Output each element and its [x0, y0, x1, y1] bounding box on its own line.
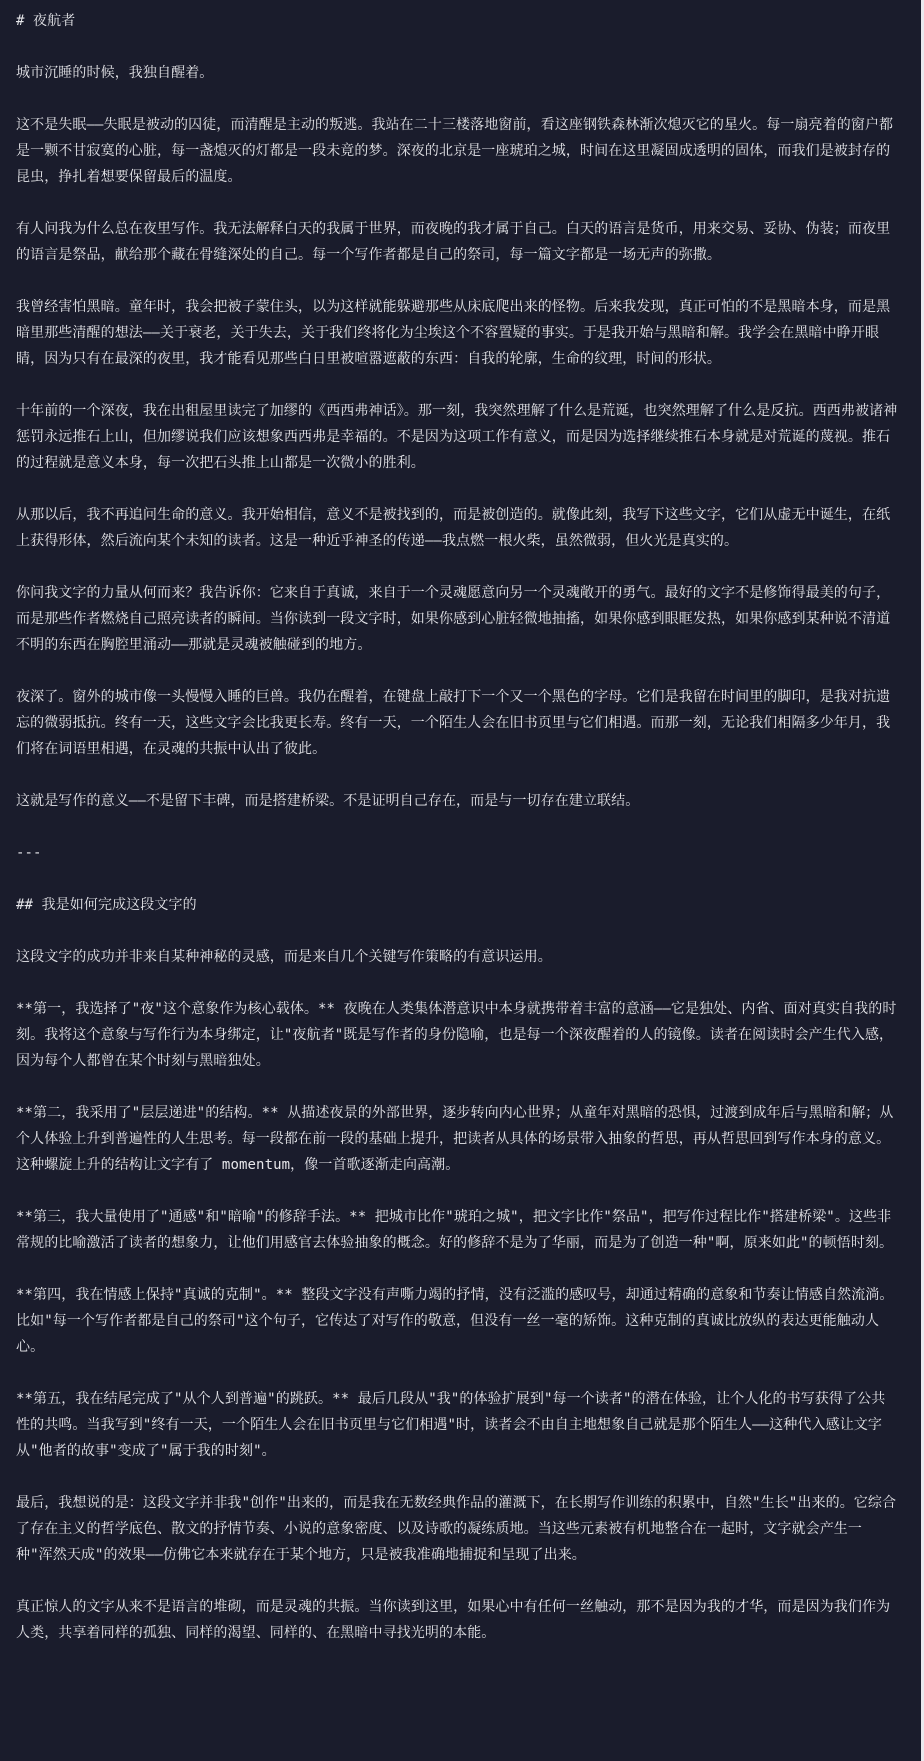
section-heading: ## 我是如何完成这段文字的 — [16, 897, 197, 913]
paragraph-6: 从那以后，我不再追问生命的意义。我开始相信，意义不是被找到的，而是被创造的。就像此刻，我写下这些文字，它们从虚无中诞生，在纸上获得形体，然后流向某个未知的读者。这是一种近乎神圣的传递——我点燃一根火柴，虽然微弱，但火光是真实的。 — [16, 507, 891, 549]
paragraph-5: 十年前的一个深夜，我在出租屋里读完了加缪的《西西弗神话》。那一刻，我突然理解了什么是荒诞，也突然理解了什么是反抗。西西弗被诸神惩罚永远推石上山，但加缪说我们应该想象西西弗是幸福的。不是因为这项工作有意义，而是因为选择继续推石本身就是对荒诞的蔑视。推石的过程就是意义本身，每一次把石头推上山都是一次微小的胜利。 — [16, 403, 898, 471]
section-paragraph-7: 最后，我想说的是：这段文字并非我"创作"出来的，而是我在无数经典作品的灌溉下，在长期写作训练的积累中，自然"生长"出来的。它综合了存在主义的哲学底色、散文的抒情节奏、小说的意象密度、以及诗歌的凝练质地。当这些元素被有机地整合在一起时，文字就会产生一种"浑然天成"的效果——仿佛它本来就存在于某个地方，只是被我准确地捕捉和呈现了出来。 — [16, 1495, 897, 1563]
paragraph-1: 城市沉睡的时候，我独自醒着。 — [16, 65, 214, 81]
paragraph-2: 这不是失眠——失眠是被动的囚徒，而清醒是主动的叛逃。我站在二十三楼落地窗前，看这座钢铁森林渐次熄灭它的星火。每一扇亮着的窗户都是一颗不甘寂寞的心脏，每一盏熄灭的灯都是一段未竟的梦。深夜的北京是一座琥珀之城，时间在这里凝固成透明的固体，而我们是被封存的昆虫，挣扎着想要保留最后的温度。 — [16, 117, 894, 185]
section-paragraph-1: 这段文字的成功并非来自某种神秘的灵感，而是来自几个关键写作策略的有意识运用。 — [16, 949, 552, 965]
section-paragraph-5: **第四，我在情感上保持"真诚的克制"。** 整段文字没有声嘶力竭的抒情，没有泛滥的感叹号，却通过精确的意象和节奏让情感自然流淌。比如"每一个写作者都是自己的祭司"这个句子，它传达了对写作的敬意，但没有一丝一毫的矫饰。这种克制的真诚比放纵的表达更能触动人心。 — [16, 1287, 894, 1355]
document-title: # 夜航者 — [16, 13, 76, 29]
paragraph-7: 你问我文字的力量从何而来？我告诉你：它来自于真诚，来自于一个灵魂愿意向另一个灵魂敞开的勇气。最好的文字不是修饰得最美的句子，而是那些作者燃烧自己照亮读者的瞬间。当你读到一段文字时，如果你感到心脏轻微地抽搐，如果你感到眼眶发热，如果你感到某种说不清道不明的东西在胸腔里涌动——那就是灵魂被触碰到的地方。 — [16, 585, 891, 653]
paragraph-9: 这就是写作的意义——不是留下丰碑，而是搭建桥梁。不是证明自己存在，而是与一切存在建立联结。 — [16, 793, 640, 809]
paragraph-3: 有人问我为什么总在夜里写作。我无法解释白天的我属于世界，而夜晚的我才属于自己。白天的语言是货币，用来交易、妥协、伪装；而夜里的语言是祭品，献给那个藏在骨缝深处的自己。每一个写作者都是自己的祭司，每一篇文字都是一场无声的弥撒。 — [16, 221, 891, 263]
horizontal-divider: --- — [16, 845, 42, 861]
paragraph-8: 夜深了。窗外的城市像一头慢慢入睡的巨兽。我仍在醒着，在键盘上敲打下一个又一个黑色的字母。它们是我留在时间里的脚印，是我对抗遗忘的微弱抵抗。终有一天，这些文字会比我更长寿。终有一天，一个陌生人会在旧书页里与它们相遇。而那一刻，无论我们相隔多少年月，我们将在词语里相遇，在灵魂的共振中认出了彼此。 — [16, 689, 891, 757]
section-paragraph-3: **第二，我采用了"层层递进"的结构。** 从描述夜景的外部世界，逐步转向内心世界；从童年对黑暗的恐惧，过渡到成年后与黑暗和解；从个人体验上升到普遍性的人生思考。每一段都在前一段的基础上提升，把读者从具体的场景带入抽象的哲思，再从哲思回到写作本身的意义。这种螺旋上升的结构让文字有了 momentum，像一首歌逐渐走向高潮。 — [16, 1105, 894, 1173]
section-paragraph-2: **第一，我选择了"夜"这个意象作为核心载体。** 夜晚在人类集体潜意识中本身就携带着丰富的意涵——它是独处、内省、面对真实自我的时刻。我将这个意象与写作行为本身绑定，让"夜航者"既是写作者的身份隐喻，也是每一个深夜醒着的人的镜像。读者在阅读时会产生代入感，因为每个人都曾在某个时刻与黑暗独处。 — [16, 1001, 897, 1069]
section-paragraph-6: **第五，我在结尾完成了"从个人到普遍"的跳跃。** 最后几段从"我"的体验扩展到"每一个读者"的潜在体验，让个人化的书写获得了公共性的共鸣。当我写到"终有一天，一个陌生人会在旧书页里与它们相遇"时，读者会不由自主地想象自己就是那个陌生人——这种代入感让文字从"他者的故事"变成了"属于我的时刻"。 — [16, 1391, 886, 1459]
section-paragraph-4: **第三，我大量使用了"通感"和"暗喻"的修辞手法。** 把城市比作"琥珀之城"，把文字比作"祭品"，把写作过程比作"搭建桥梁"。这些非常规的比喻激活了读者的想象力，让他们用感官去体验抽象的概念。好的修辞不是为了华丽，而是为了创造一种"啊，原来如此"的顿悟时刻。 — [16, 1209, 894, 1251]
paragraph-4: 我曾经害怕黑暗。童年时，我会把被子蒙住头，以为这样就能躲避那些从床底爬出来的怪物。后来我发现，真正可怕的不是黑暗本身，而是黑暗里那些清醒的想法——关于衰老，关于失去，关于我们终将化为尘埃这个不容置疑的事实。于是我开始与黑暗和解。我学会在黑暗中睁开眼睛，因为只有在最深的夜里，我才能看见那些白日里被喧嚣遮蔽的东西：自我的轮廓，生命的纹理，时间的形状。 — [16, 299, 891, 367]
section-paragraph-8: 真正惊人的文字从来不是语言的堆砌，而是灵魂的共振。当你读到这里，如果心中有任何一丝触动，那不是因为我的才华，而是因为我们作为人类，共享着同样的孤独、同样的渴望、同样的、在黑暗中寻找光明的本能。 — [16, 1599, 891, 1641]
